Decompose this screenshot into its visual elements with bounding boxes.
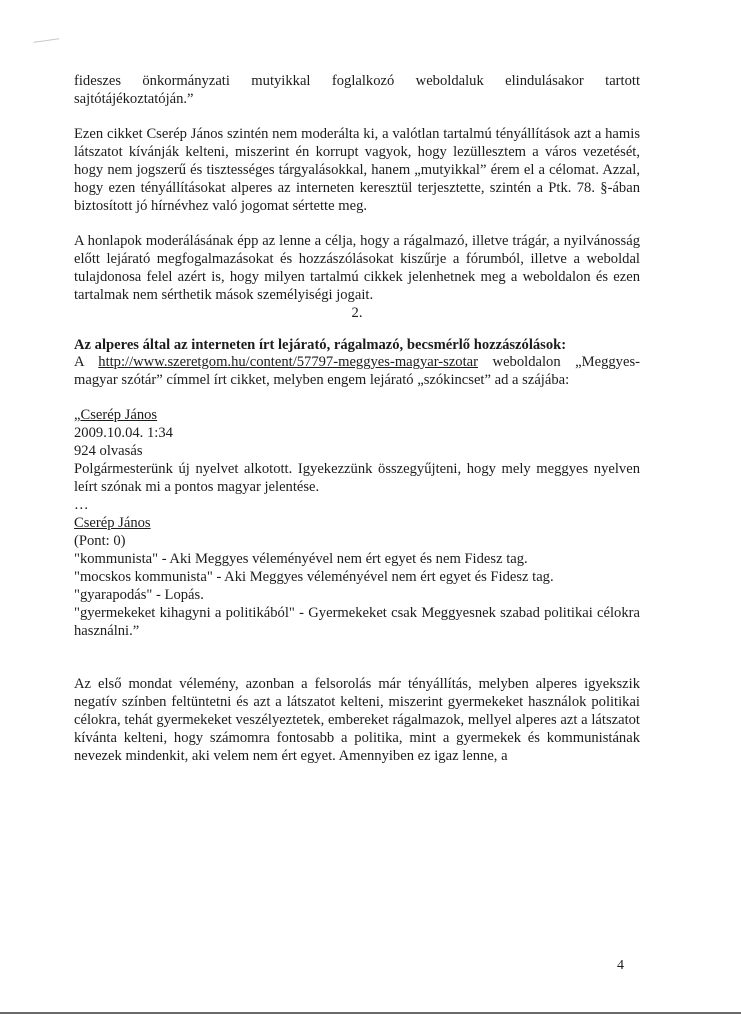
document-body xyxy=(74,72,640,765)
paragraph-analysis: Az első mondat vélemény, azonban a felsorolás már tényállítás, melyben alperes igyekszik negatív színben feltüntetni és azt a látszatot kelteni, miszerint gyermekeket használok politikai célokra, tehát gyermekeket veszélyeztetek, embereket rágalmazok, mellyel alperes azt a látszatot kívánta kelteni, hogy számomra fontosabb a politika, mint a gyermekek és kommunistának nevezek mindenkit, aki velem nem ért egyet. Amennyiben ez igaz lenne, a xyxy=(74,676,640,764)
quote-open-mark: „ xyxy=(74,407,81,423)
quoted-article xyxy=(74,406,640,640)
quote-author: Cserép János xyxy=(80,407,158,423)
paragraph-link-intro xyxy=(74,353,640,389)
quote-entry: "gyermekeket kihagyni a politikából" - Gyermekeket csak Meggyesnek szabad politikai célokra használni.” xyxy=(74,605,640,639)
quote-intro: Polgármesterünk új nyelvet alkotott. Igyekezzünk összegyűjteni, hogy mely meggyes nyelven leírt szónak mi a pontos magyar jelentése. xyxy=(74,461,640,495)
link-prefix: A xyxy=(74,354,99,370)
page-number: 4 xyxy=(617,958,624,973)
paragraph-continuation: fideszes önkormányzati mutyikkal foglalkozó weboldaluk elindulásakor tartott sajtótájékoztatóján.” xyxy=(74,73,640,107)
quote-author-line xyxy=(74,406,640,424)
quote-entry: "kommunista" - Aki Meggyes véleményével nem ért egyet és nem Fidesz tag. xyxy=(74,551,528,567)
quote-entry: "gyarapodás" - Lopás. xyxy=(74,587,204,603)
quote-date: 2009.10.04. 1:34 xyxy=(74,425,173,441)
quote-entry: "mocskos kommunista" - Aki Meggyes véleményével nem ért egyet és Fidesz tag. xyxy=(74,569,554,585)
quote-ellipsis: … xyxy=(74,497,89,513)
section-heading: Az alperes által az interneten írt lejárató, rágalmazó, becsmérlő hozzászólások: xyxy=(74,337,567,353)
paragraph-article-not-moderated: Ezen cikket Cserép János szintén nem moderálta ki, a valótlan tartalmú tényállítások azt a hamis látszatot kívánják kelteni, miszerint én korrupt vagyok, hogy lezüllesztem a város vezetését, hogy nem jogszerű és tisztességes tárgyalásokkal, hanem „mutyikkal” érem el a célomat. Azzal, hogy ezen tényállításokat alperes az interneten keresztül terjesztette, szintén a Ptk. 78. §-ában biztosított jó hírnévhez való jogomat sértette meg. xyxy=(74,126,640,214)
section-number: 2. xyxy=(351,305,363,321)
paragraph-moderation-purpose: A honlapok moderálásának épp az lenne a célja, hogy a rágalmazó, illetve trágár, a nyilvánosság előtt lejárató megfogalmazásokat és hozzászólásokat kiszűrje a fórumból, illetve a weboldal tulajdonosa felel azért is, hogy milyen tartalmú cikkek jelenhetnek meg a weboldalon és ezen tartalmak nem sérthetik mások személyiségi jogait. xyxy=(74,233,640,303)
source-link[interactable]: http://www.szeretgom.hu/content/57797-meggyes-magyar-szotar xyxy=(98,354,478,370)
quote-author-2: Cserép János xyxy=(74,515,151,531)
link-suffix: weboldalon „Meggyes-magyar szótár” címmel írt cikket, melyben engem lejárató „szókincset” ad a szájába: xyxy=(74,354,640,388)
scan-mark xyxy=(33,38,60,53)
scan-bottom-edge xyxy=(0,1012,741,1014)
quote-points: (Pont: 0) xyxy=(74,533,126,549)
quote-reads: 924 olvasás xyxy=(74,443,143,459)
